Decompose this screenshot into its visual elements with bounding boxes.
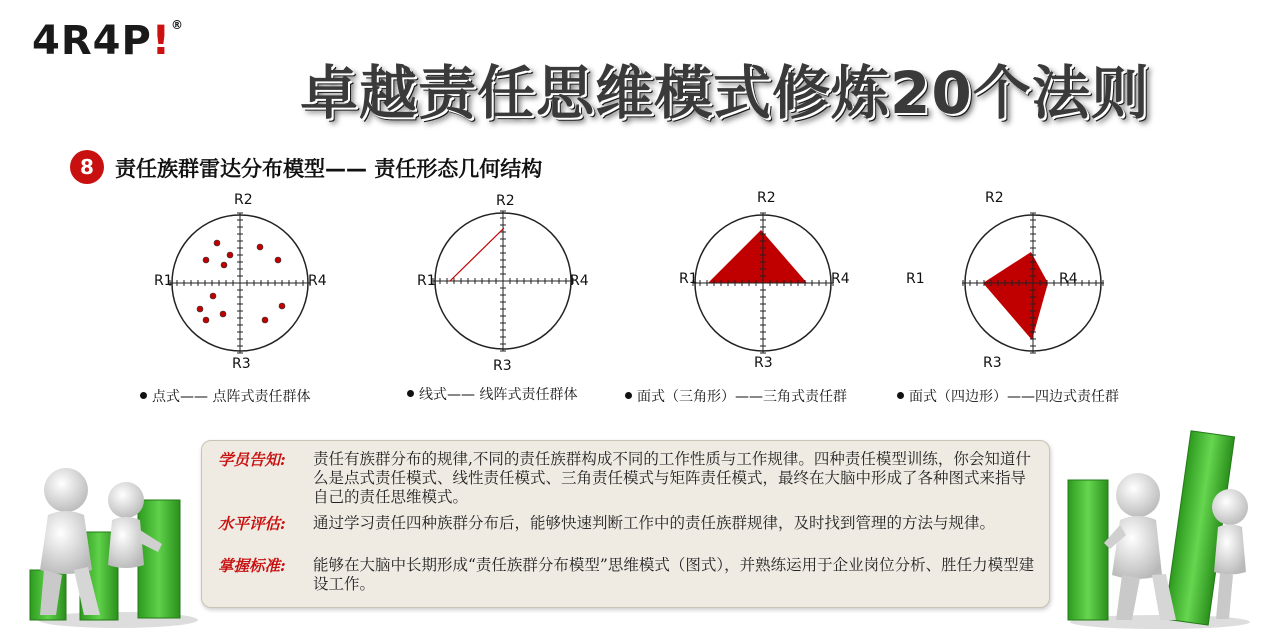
- logo-text-b: 4P: [92, 18, 152, 64]
- label-r3: R3: [983, 355, 1002, 371]
- data-dot: [221, 262, 227, 268]
- logo: [32, 18, 184, 64]
- data-dot: [203, 317, 209, 323]
- bullet-icon: [625, 392, 632, 399]
- info-label: 掌握标准:: [218, 556, 286, 575]
- label-r3: R3: [232, 356, 251, 372]
- label-r4: R4: [1059, 271, 1078, 287]
- radar-triangle: [663, 185, 863, 375]
- label-r3: R3: [493, 358, 512, 374]
- label-r2: R2: [985, 190, 1004, 206]
- caption-line: [407, 384, 577, 404]
- data-dot: [197, 306, 203, 312]
- label-r2: R2: [234, 192, 253, 208]
- bullet-icon: [897, 392, 904, 399]
- info-row-standard: [218, 556, 1038, 594]
- caption-text: 点式—— 点阵式责任群体: [152, 389, 311, 405]
- section-number-badge: 8: [70, 150, 104, 184]
- figures-with-bars-illustration: [1060, 425, 1260, 630]
- logo-exclaim: !: [151, 18, 172, 64]
- data-dot: [214, 240, 220, 246]
- registered-mark: ®: [171, 18, 185, 32]
- data-dot: [275, 257, 281, 263]
- caption-text: 面式（三角形）——三角式责任群: [637, 389, 847, 405]
- section-title: 责任族群雷达分布模型—— 责任形态几何结构: [115, 157, 543, 181]
- page-title: 卓越责任思维模式修炼20个法则: [300, 59, 1150, 127]
- label-r1: R1: [906, 271, 925, 287]
- info-label: 水平评估:: [218, 514, 286, 533]
- bullet-icon: [407, 390, 414, 397]
- data-dot: [220, 311, 226, 317]
- data-quad: [983, 252, 1048, 340]
- logo-text-a: 4R: [32, 18, 93, 64]
- label-r3: R3: [754, 355, 773, 371]
- info-label: 学员告知:: [218, 450, 286, 469]
- figures-with-blocks-illustration: [28, 460, 198, 630]
- label-r1: R1: [679, 271, 698, 287]
- info-text: 能够在大脑中长期形成“责任族群分布模型”思维模式（图式），并熟练运用于企业岗位分析、胜任力模型建设工作。: [313, 556, 1035, 593]
- caption-quad: [897, 386, 1119, 406]
- bullet-icon: [140, 392, 147, 399]
- caption-dots: [140, 386, 310, 406]
- data-line: [450, 228, 504, 281]
- data-dot: [210, 293, 216, 299]
- label-r1: R1: [417, 273, 436, 289]
- radar-line: [403, 185, 603, 375]
- info-text: 责任有族群分布的规律,不同的责任族群构成不同的工作性质与工作规律。四种责任模型训练，你会知道什么是点式责任模式、线性责任模式、三角责任模式与矩阵责任模式，最终在大脑中形成了各种图式来指导自己的责任思维模式。: [313, 450, 1031, 506]
- data-dot: [279, 303, 285, 309]
- caption-text: 线式—— 线阵式责任群体: [419, 387, 578, 403]
- caption-text: 面式（四边形）——四边式责任群: [909, 389, 1119, 405]
- label-r4: R4: [308, 273, 327, 289]
- label-r2: R2: [757, 190, 776, 206]
- data-dot: [262, 317, 268, 323]
- data-triangle: [708, 230, 807, 283]
- info-row-assessment: [218, 514, 1038, 533]
- label-r4: R4: [570, 273, 589, 289]
- data-dot: [227, 252, 233, 258]
- data-dot: [257, 244, 263, 250]
- radar-dots: [140, 185, 340, 375]
- data-dot: [203, 257, 209, 263]
- info-text: 通过学习责任四种族群分布后，能够快速判断工作中的责任族群规律，及时找到管理的方法与规律。: [313, 514, 996, 532]
- info-box: [201, 440, 1050, 608]
- label-r2: R2: [496, 193, 515, 209]
- info-row-notice: [218, 450, 1038, 507]
- caption-triangle: [625, 386, 847, 406]
- radar-quad: [900, 185, 1100, 375]
- label-r4: R4: [831, 271, 850, 287]
- label-r1: R1: [154, 273, 173, 289]
